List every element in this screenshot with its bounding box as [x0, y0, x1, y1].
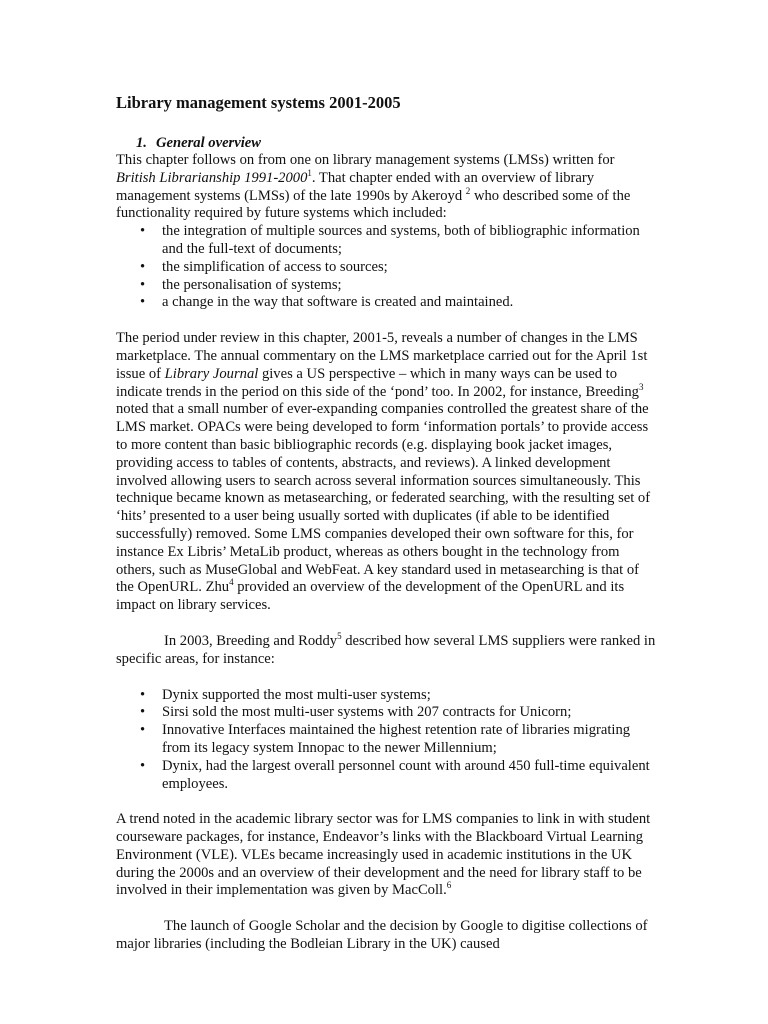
functionality-list [116, 223, 656, 312]
ranking-text-b: described how several LMS suppliers were ranked in specific areas, for instance: [116, 632, 656, 667]
review-text-b: gives a US perspective – which in many ways can be used to indicate trends in the period on this side of the ‘pond’ too. In 2002, for instance, Breeding [116, 365, 639, 400]
list-item: • Sirsi sold the most multi-user systems with 207 contracts for Unicorn; [116, 704, 656, 722]
list-item: • Dynix supported the most multi-user systems; [116, 687, 656, 705]
paragraph-2003 [116, 633, 656, 669]
review-text-c: noted that a small number of ever-expanding companies controlled the greatest share of the LMS market. OPACs were being developed to form ‘information portals’ to provide access to more content than basic bibliographic records (e.g. displaying book jacket images, providing access to tables of contents, abstracts, and reviews). A linked development involved allowing users to search across several information sources simultaneously. This technique became known as metasearching, or federated searching, with the resulting set of ‘hits’ presented to a user being usually sorted with duplicates (if able to be identified successfully) removed. Some LMS companies developed their own software for this, for instance Ex Libris’ MetaLib product, whereas as others bought in the technology from others, such as MuseGlobal and WebFeat. A key standard used in metasearching is that of the OpenURL. Zhu [116, 401, 651, 596]
list-item: • the simplification of access to sources; [116, 259, 656, 277]
section-heading [116, 134, 656, 152]
trend-text: A trend noted in the academic library sector was for LMS companies to link in with student courseware packages, for instance, Endeavor’s links with the Blackboard Virtual Learning Environment (VLE). VLEs became increasingly used in academic institutions in the UK during the 2000s and an overview of their development and the need for library staff to be involved in their implementation was given by MacColl. [116, 811, 651, 899]
list-item: • the personalisation of systems; [116, 277, 656, 295]
paragraph-intro [116, 152, 656, 223]
page-title: Library management systems 2001-2005 [116, 93, 401, 112]
review-text-a: The period under review in this chapter, 2001-5, reveals a number of changes in the LMS marketplace. The annual commentary on the LMS marketplace carried out for the April 1st issue of [116, 330, 648, 382]
list-item: • the integration of multiple sources and systems, both of bibliographic information and the full-text of documents; [116, 223, 656, 259]
intro-italic-title: British Librarianship 1991-2000 [116, 169, 308, 186]
footnote-ref-1: 1 [307, 167, 312, 178]
footnote-ref-3: 3 [638, 381, 644, 392]
footnote-ref-6: 6 [446, 880, 452, 891]
footnote-ref-4: 4 [229, 577, 234, 588]
intro-text-a: This chapter follows on from one on library management systems (LMSs) written for [116, 152, 615, 168]
review-italic-title: Library Journal [164, 365, 259, 382]
supplier-ranking-list [116, 687, 656, 794]
paragraph-period-review [116, 330, 656, 615]
review-text-d: provided an overview of the development of the OpenURL and its impact on library services. [116, 579, 625, 614]
paragraph-google-scholar: The launch of Google Scholar and the decision by Google to digitise collections of major libraries (including the Bodleian Library in the UK) caused [116, 918, 648, 953]
footnote-ref-2: 2 [465, 185, 471, 196]
paragraph-academic-trend [116, 811, 656, 900]
list-item: • Innovative Interfaces maintained the highest retention rate of libraries migrating from its legacy system Innopac to the newer Millennium; [116, 722, 656, 758]
ranking-text-a: In 2003, Breeding and Roddy [164, 632, 338, 649]
list-item: • a change in the way that software is created and maintained. [116, 294, 656, 312]
list-item: • Dynix, had the largest overall personnel count with around 450 full-time equivalent employees. [116, 758, 656, 794]
section-heading-text: General overview [156, 135, 261, 151]
footnote-ref-5: 5 [337, 631, 342, 642]
section-number: 1. [136, 135, 147, 151]
intro-text-b: . That chapter ended with an overview of library management systems (LMSs) of the late 1990s by Akeroyd [116, 169, 595, 204]
document-body [116, 93, 656, 954]
intro-text-c: who described some of the functionality required by future systems which included: [116, 187, 631, 222]
